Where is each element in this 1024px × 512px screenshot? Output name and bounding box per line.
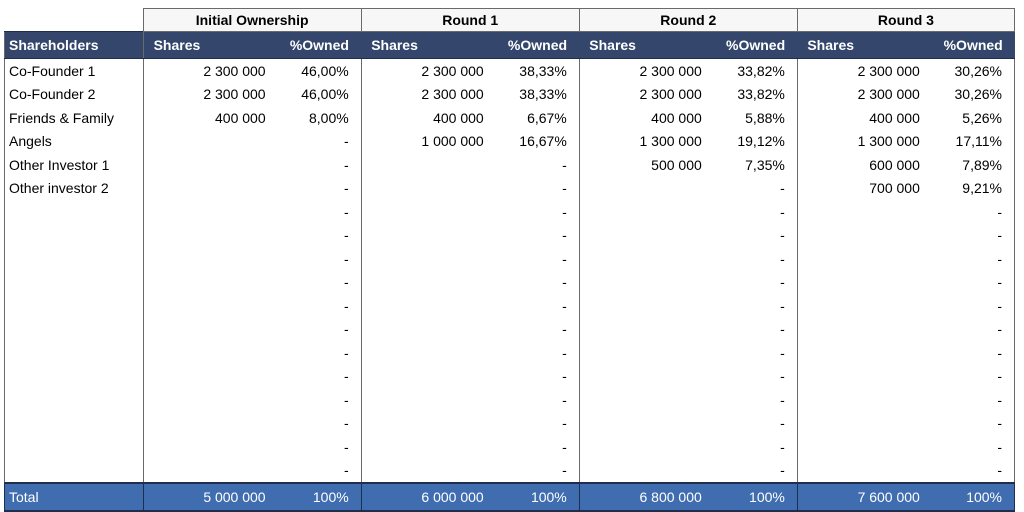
owned-cell: - — [714, 412, 798, 436]
owned-cell: - — [496, 341, 580, 365]
owned-cell: 19,12% — [714, 130, 798, 154]
round-header-round-3: Round 3 — [797, 9, 1014, 32]
shares-cell — [797, 247, 932, 271]
shares-cell: 2 300 000 — [857, 62, 920, 79]
owned-cell: - — [278, 459, 362, 484]
owned-cell: - — [714, 200, 798, 224]
shareholder-name: Angels — [5, 130, 144, 154]
owned-cell: - — [932, 318, 1015, 342]
owned-header: %Owned — [932, 32, 1015, 59]
owned-cell: 38,33% — [496, 83, 580, 107]
shares-cell: 400 000 — [215, 109, 266, 126]
cap-table-sheet — [4, 8, 1015, 512]
shareholder-name — [5, 247, 144, 271]
owned-cell: 33,82% — [714, 59, 798, 83]
shares-cell — [797, 365, 932, 389]
shares-cell — [361, 153, 496, 177]
shareholder-name — [5, 294, 144, 318]
shareholder-name — [5, 341, 144, 365]
shares-cell — [797, 412, 932, 436]
shares-cell — [797, 271, 932, 295]
shareholder-rows — [5, 59, 1015, 484]
shareholder-name — [5, 435, 144, 459]
shares-cell — [143, 224, 278, 248]
owned-cell: - — [278, 200, 362, 224]
owned-cell: - — [714, 318, 798, 342]
owned-cell: - — [932, 224, 1015, 248]
table-row — [5, 435, 1015, 459]
owned-cell: - — [714, 341, 798, 365]
owned-cell: 9,21% — [932, 177, 1015, 201]
shares-cell: 1 000 000 — [421, 133, 484, 150]
owned-header: %Owned — [496, 32, 580, 59]
shares-cell — [143, 365, 278, 389]
owned-cell: - — [278, 177, 362, 201]
shareholder-name — [5, 412, 144, 436]
shares-cell — [579, 271, 714, 295]
table-row — [5, 412, 1015, 436]
owned-cell: 38,33% — [496, 59, 580, 83]
owned-cell: - — [932, 247, 1015, 271]
shares-cell — [579, 247, 714, 271]
owned-cell: 30,26% — [932, 83, 1015, 107]
shares-cell — [361, 459, 496, 484]
owned-cell: - — [714, 177, 798, 201]
shares-cell — [143, 130, 278, 154]
shares-cell — [361, 341, 496, 365]
owned-cell: - — [714, 459, 798, 484]
owned-cell: - — [278, 130, 362, 154]
shareholder-name — [5, 459, 144, 484]
owned-cell: - — [714, 271, 798, 295]
owned-cell: - — [278, 224, 362, 248]
shares-cell — [361, 271, 496, 295]
shares-cell — [797, 388, 932, 412]
owned-cell: 33,82% — [714, 83, 798, 107]
owned-header: %Owned — [714, 32, 798, 59]
owned-cell: 17,11% — [932, 130, 1015, 154]
owned-cell: 6,67% — [496, 106, 580, 130]
shares-cell — [143, 153, 278, 177]
shares-cell: 2 300 000 — [857, 86, 920, 103]
total-owned-round-2: 100% — [714, 483, 798, 511]
owned-cell: - — [496, 224, 580, 248]
shares-cell — [361, 318, 496, 342]
round-header-row — [5, 9, 1015, 32]
shares-cell: 500 000 — [651, 156, 702, 173]
shares-cell — [361, 435, 496, 459]
shares-cell — [579, 200, 714, 224]
owned-cell: - — [278, 153, 362, 177]
shares-cell — [361, 412, 496, 436]
owned-cell: 5,88% — [714, 106, 798, 130]
shareholder-name — [5, 365, 144, 389]
table-row — [5, 224, 1015, 248]
owned-cell: - — [496, 365, 580, 389]
table-row — [5, 459, 1015, 484]
shares-cell — [143, 341, 278, 365]
shares-cell — [579, 435, 714, 459]
owned-cell: - — [714, 224, 798, 248]
shares-cell — [361, 294, 496, 318]
owned-cell: - — [932, 388, 1015, 412]
shares-cell: 400 000 — [869, 109, 920, 126]
shareholder-name: Other investor 2 — [5, 177, 144, 201]
table-row — [5, 106, 1015, 130]
shares-cell: 1 300 000 — [857, 133, 920, 150]
owned-cell: - — [278, 412, 362, 436]
total-shares-round-2: 6 800 000 — [579, 483, 714, 511]
table-row — [5, 271, 1015, 295]
shares-cell — [797, 459, 932, 484]
shares-cell — [143, 200, 278, 224]
shareholder-name — [5, 200, 144, 224]
total-owned-round-1: 100% — [496, 483, 580, 511]
owned-cell: - — [496, 318, 580, 342]
owned-cell: - — [714, 294, 798, 318]
shareholder-name — [5, 271, 144, 295]
shares-cell — [143, 294, 278, 318]
total-owned-initial: 100% — [278, 483, 362, 511]
owned-cell: - — [932, 341, 1015, 365]
shareholder-name — [5, 224, 144, 248]
shares-cell — [579, 459, 714, 484]
column-header-row — [5, 32, 1015, 59]
owned-cell: - — [278, 318, 362, 342]
shares-cell — [143, 388, 278, 412]
owned-cell: - — [932, 200, 1015, 224]
owned-cell: - — [496, 200, 580, 224]
owned-header: %Owned — [278, 32, 362, 59]
shares-header: Shares — [361, 32, 496, 59]
shares-cell — [361, 247, 496, 271]
owned-cell: 5,26% — [932, 106, 1015, 130]
shares-cell: 2 300 000 — [639, 86, 702, 103]
table-row — [5, 341, 1015, 365]
owned-cell: 46,00% — [278, 59, 362, 83]
shares-cell — [361, 365, 496, 389]
shares-cell: 400 000 — [651, 109, 702, 126]
owned-cell: 7,89% — [932, 153, 1015, 177]
owned-cell: - — [496, 412, 580, 436]
owned-cell: - — [714, 365, 798, 389]
shares-cell: 2 300 000 — [421, 62, 484, 79]
table-row — [5, 365, 1015, 389]
owned-cell: - — [496, 294, 580, 318]
shares-cell — [579, 412, 714, 436]
table-row — [5, 177, 1015, 201]
owned-cell: - — [278, 271, 362, 295]
total-shares-round-1: 6 000 000 — [361, 483, 496, 511]
shares-cell — [797, 294, 932, 318]
owned-cell: 7,35% — [714, 153, 798, 177]
owned-cell: - — [278, 247, 362, 271]
corner-cell — [5, 9, 144, 32]
shares-cell — [797, 435, 932, 459]
owned-cell: - — [714, 247, 798, 271]
owned-cell: - — [932, 435, 1015, 459]
shares-cell — [579, 294, 714, 318]
shares-cell — [579, 341, 714, 365]
round-header-initial: Initial Ownership — [143, 9, 361, 32]
shares-cell: 700 000 — [869, 180, 920, 197]
shares-cell — [361, 177, 496, 201]
owned-cell: - — [932, 412, 1015, 436]
shares-cell — [797, 224, 932, 248]
shares-cell — [579, 224, 714, 248]
table-row — [5, 130, 1015, 154]
table-row — [5, 247, 1015, 271]
total-row — [5, 483, 1015, 511]
shares-cell — [579, 318, 714, 342]
cap-table — [4, 8, 1015, 512]
total-owned-round-3: 100% — [932, 483, 1015, 511]
shares-cell: 2 300 000 — [203, 62, 266, 79]
shares-header: Shares — [143, 32, 278, 59]
owned-cell: - — [496, 153, 580, 177]
shares-cell — [361, 388, 496, 412]
shares-cell — [143, 177, 278, 201]
table-row — [5, 200, 1015, 224]
owned-cell: - — [496, 459, 580, 484]
total-shares-round-3: 7 600 000 — [797, 483, 932, 511]
shareholder-name — [5, 388, 144, 412]
shares-cell — [143, 412, 278, 436]
total-shares-initial: 5 000 000 — [143, 483, 278, 511]
owned-cell: - — [932, 294, 1015, 318]
shares-cell: 2 300 000 — [203, 86, 266, 103]
owned-cell: - — [714, 388, 798, 412]
owned-cell: 30,26% — [932, 59, 1015, 83]
owned-cell: 8,00% — [278, 106, 362, 130]
shares-cell — [579, 177, 714, 201]
owned-cell: 16,67% — [496, 130, 580, 154]
total-label: Total — [5, 483, 144, 511]
table-row — [5, 59, 1015, 83]
owned-cell: - — [278, 294, 362, 318]
shareholder-name — [5, 318, 144, 342]
table-row — [5, 83, 1015, 107]
table-row — [5, 153, 1015, 177]
shareholder-name: Co-Founder 1 — [5, 59, 144, 83]
shares-cell: 2 300 000 — [639, 62, 702, 79]
owned-cell: - — [496, 271, 580, 295]
shares-header: Shares — [797, 32, 932, 59]
owned-cell: - — [496, 435, 580, 459]
shares-cell: 400 000 — [433, 109, 484, 126]
owned-cell: 46,00% — [278, 83, 362, 107]
shares-cell: 2 300 000 — [421, 86, 484, 103]
owned-cell: - — [932, 459, 1015, 484]
shares-cell — [579, 365, 714, 389]
owned-cell: - — [278, 341, 362, 365]
shares-cell — [143, 318, 278, 342]
owned-cell: - — [496, 247, 580, 271]
shares-cell — [143, 459, 278, 484]
shares-cell — [797, 318, 932, 342]
owned-cell: - — [278, 365, 362, 389]
shares-cell — [143, 271, 278, 295]
owned-cell: - — [496, 388, 580, 412]
shares-cell — [797, 341, 932, 365]
owned-cell: - — [496, 177, 580, 201]
shareholder-name: Other Investor 1 — [5, 153, 144, 177]
shares-cell — [361, 224, 496, 248]
shares-cell: 600 000 — [869, 156, 920, 173]
shares-cell — [361, 200, 496, 224]
shareholder-name: Co-Founder 2 — [5, 83, 144, 107]
shareholder-name: Friends & Family — [5, 106, 144, 130]
owned-cell: - — [714, 435, 798, 459]
shares-cell: 1 300 000 — [639, 133, 702, 150]
shares-cell — [143, 247, 278, 271]
round-header-round-2: Round 2 — [579, 9, 797, 32]
owned-cell: - — [932, 365, 1015, 389]
table-row — [5, 388, 1015, 412]
shares-cell — [579, 388, 714, 412]
table-row — [5, 294, 1015, 318]
owned-cell: - — [278, 435, 362, 459]
shareholders-header: Shareholders — [5, 32, 144, 59]
owned-cell: - — [932, 271, 1015, 295]
table-row — [5, 318, 1015, 342]
shares-cell — [797, 200, 932, 224]
shares-cell — [143, 435, 278, 459]
round-header-round-1: Round 1 — [361, 9, 579, 32]
shares-header: Shares — [579, 32, 714, 59]
owned-cell: - — [278, 388, 362, 412]
